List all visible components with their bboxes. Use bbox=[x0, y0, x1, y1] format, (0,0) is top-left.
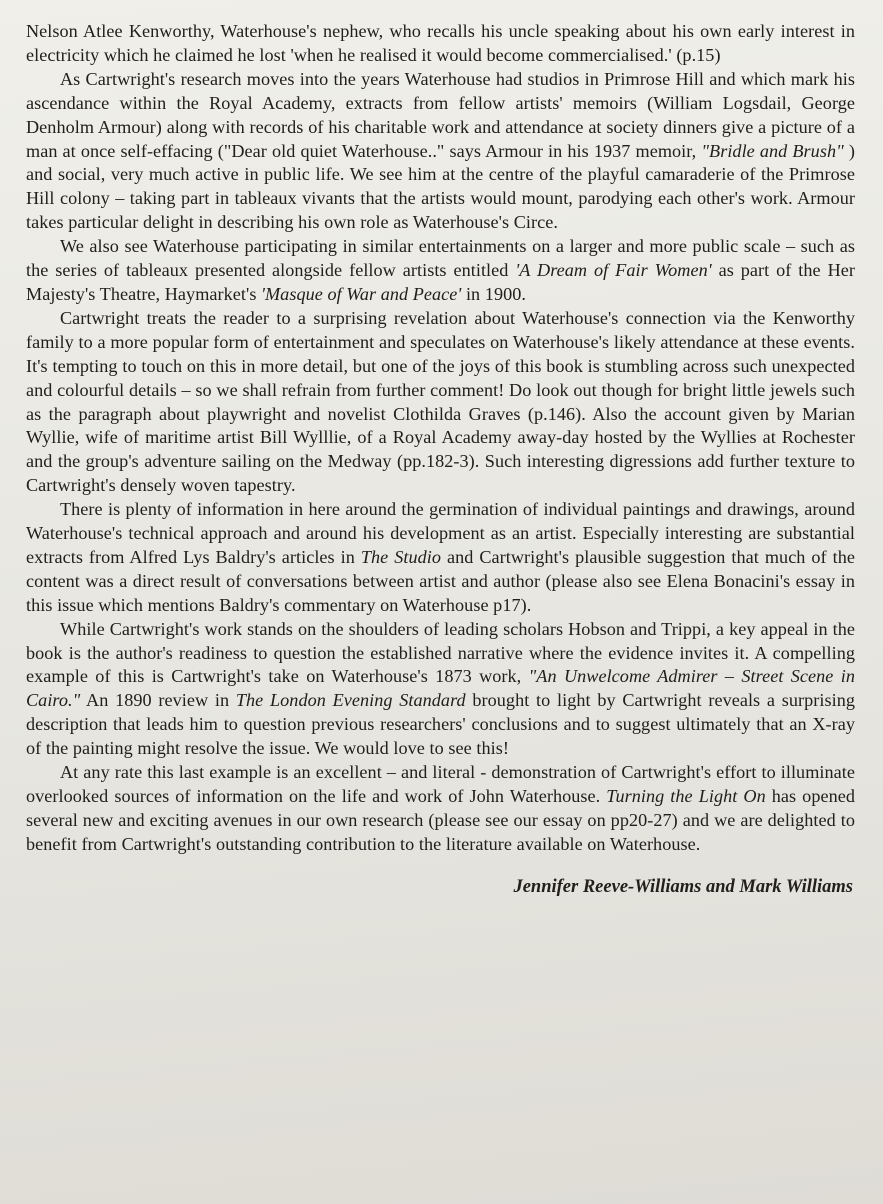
paragraph-text: Nelson Atlee Kenworthy, Waterhouse's nephew, who recalls his uncle speaking about his own early interest in electricity which he claimed he lost 'when he realised it would become commercialised.' (p.15) bbox=[26, 21, 855, 65]
paragraph bbox=[26, 68, 855, 235]
paragraph-text: Cartwright treats the reader to a surprising revelation about Waterhouse's connection via the Kenworthy family to a more popular form of entertainment and speculates on Waterhouse's likely attendance at these events. It's tempting to touch on this in more detail, but one of the joys of this book is stumbling across such unexpected and colourful details – so we shall refrain from further comment! Do look out though for bright little jewels such as the paragraph about playwright and novelist Clothilda Graves (p.146). Also the account given by Marian Wyllie, wife of maritime artist Bill Wylllie, of a Royal Academy away-day hosted by the Wyllies at Rochester and the group's adventure sailing on the Medway (pp.182-3). Such interesting digressions add further texture to Cartwright's densely woven tapestry. bbox=[26, 307, 855, 496]
paragraph-text: and Cartwright's plausible suggestion that much of the content was a direct result of conversations between artist and author (please also see Elena Bonacini's essay in this issue which mentions Baldry's commentary on Waterhouse p17). bbox=[26, 546, 855, 615]
paragraph-text: While Cartwright's work stands on the shoulders of leading scholars Hobson and Trippi, a key appeal in the book is the author's readiness to question the established narrative where the evidence invites it. A compelling example of this is Cartwright's take on Waterhouse's 1873 work, bbox=[26, 618, 855, 687]
italic-title-text: 'Masque of War and Peace' bbox=[261, 283, 462, 304]
italic-title-text: "Bridle and Brush" bbox=[701, 140, 844, 161]
paragraph-text: As Cartwright's research moves into the years Waterhouse had studios in Primrose Hill and which mark his ascendance within the Royal Academy, extracts from fellow artists' memoirs (William Logsdail, George Denholm Armour) along with records of his charitable work and attendance at society dinners give a picture of a man at once self-effacing ("Dear old quiet Waterhouse.." says Armour in his 1937 memoir, bbox=[26, 68, 855, 161]
paragraph bbox=[26, 20, 855, 68]
italic-title-text: 'A Dream of Fair Women' bbox=[515, 260, 712, 281]
paragraph bbox=[26, 761, 855, 857]
paragraph-text: An 1890 review in bbox=[80, 690, 236, 711]
paragraph-text: ) and social, very much active in public life. We see him at the centre of the playful camaraderie of the Primrose Hill colony – taking part in tableaux vivants that the artists would mount, parodying each other's work. Armour takes particular delight in describing his own role as Waterhouse's Circe. bbox=[26, 140, 855, 233]
italic-title-text: The Studio bbox=[360, 546, 442, 567]
article-body bbox=[26, 20, 855, 857]
paragraph-text: brought to light by Cartwright reveals a surprising description that leads him to question previous researchers' conclusions and to suggest ultimately that an X-ray of the painting might resolve the issue. We would love to see this! bbox=[26, 690, 855, 759]
author-signature: Jennifer Reeve-Williams and Mark Williams bbox=[513, 876, 853, 897]
paragraph-text: as part of the Her Majesty's Theatre, Haymarket's bbox=[26, 260, 856, 304]
italic-title-text: "An Unwelcome Admirer – Street Scene in Cairo." bbox=[26, 666, 855, 711]
paragraph-text: At any rate this last example is an excellent – and literal - demonstration of Cartwright's effort to illuminate overlooked sources of information on the life and work of John Waterhouse. bbox=[26, 762, 855, 806]
italic-title-text: Turning the Light On bbox=[606, 786, 766, 806]
paragraph bbox=[26, 307, 855, 498]
paragraph bbox=[26, 235, 855, 307]
paragraph-text: We also see Waterhouse participating in similar entertainments on a larger and more public scale – such as the series of tableaux presented alongside fellow artists entitled bbox=[26, 236, 855, 281]
paragraph bbox=[26, 498, 855, 618]
paragraph-text: has opened several new and exciting avenues in our own research (please see our essay on pp20-27) and we are delighted to benefit from Cartwright's outstanding contribution to the literature available on Waterhouse. bbox=[26, 786, 855, 854]
paragraph-text: There is plenty of information in here around the germination of individual paintings and drawings, around Waterhouse's technical approach and around his development as an artist. Especially interesting are substantial extracts from Alfred Lys Baldry's articles in bbox=[26, 499, 855, 567]
paragraph-text: in 1900. bbox=[461, 283, 526, 304]
italic-title-text: The London Evening Standard bbox=[235, 690, 466, 711]
paragraph bbox=[26, 618, 855, 761]
